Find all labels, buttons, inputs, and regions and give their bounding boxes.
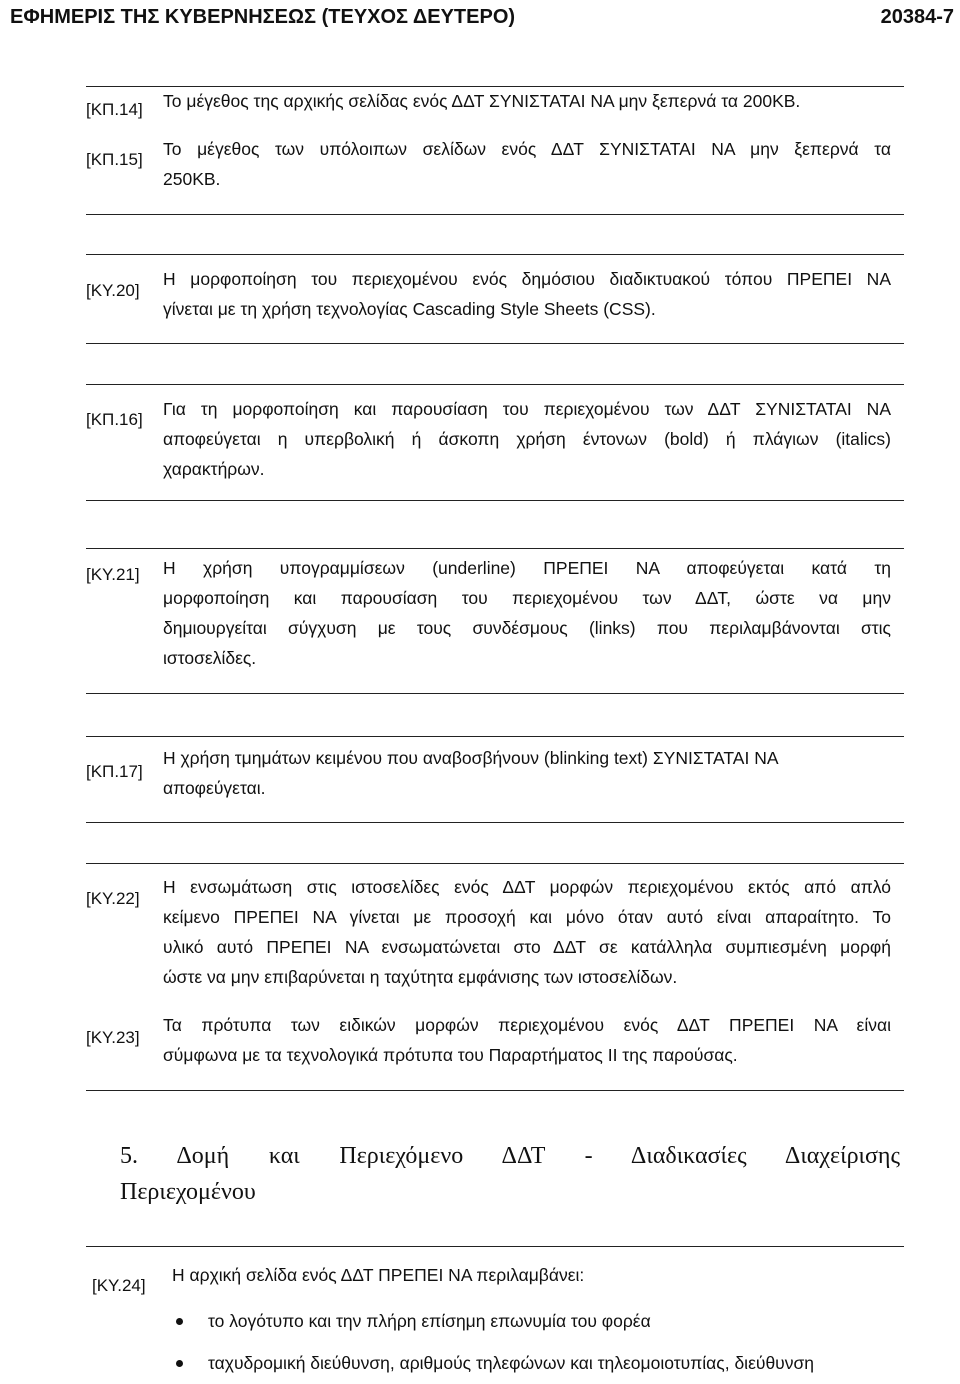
item-line: 250ΚΒ. xyxy=(163,169,221,189)
section-heading xyxy=(120,1138,900,1210)
item-text xyxy=(163,86,903,116)
item-line: ώστε να μην επιβαρύνεται η ταχύτητα εμφάνισης των ιστοσελίδων. xyxy=(163,967,678,987)
divider xyxy=(86,343,904,344)
divider xyxy=(86,384,904,385)
item-line: γίνεται με τη χρήση τεχνολογίας Cascading Style Sheets (CSS). xyxy=(163,299,656,319)
divider xyxy=(86,1246,904,1247)
item-line: Το μέγεθος της αρχικής σελίδας ενός ΔΔΤ ΣΥΝΙΣΤΑΤΑΙ ΝΑ μην ξεπερνά τα 200ΚΒ. xyxy=(163,91,801,111)
item-line: υλικό αυτό ΠΡΕΠΕΙ ΝΑ ενσωματώνεται στο ΔΔΤ σε κατάλληλα συμπιεσμένη μορφή xyxy=(163,937,891,957)
divider xyxy=(86,822,904,823)
bullet-text: το λογότυπο και την πλήρη επίσημη επωνυμία του φορέα xyxy=(208,1311,651,1331)
section-heading-line: 5. Δομή και Περιεχόμενο ΔΔΤ - Διαδικασίες Διαχείρισης xyxy=(120,1143,900,1169)
item-line: Τα πρότυπα των ειδικών μορφών περιεχομένου ενός ΔΔΤ ΠΡΕΠΕΙ ΝΑ είναι xyxy=(163,1015,891,1035)
item-text xyxy=(163,264,891,324)
item-ref: [ΚΥ.24] xyxy=(92,1276,146,1295)
bullet-icon xyxy=(176,1360,183,1367)
item-ref: [ΚΠ.14] xyxy=(86,100,143,119)
bullet-icon xyxy=(176,1318,183,1325)
item-line: σύμφωνα με τα τεχνολογικά πρότυπα του Παραρτήματος ΙΙ της παρούσας. xyxy=(163,1045,738,1065)
page-number: 20384-7 xyxy=(880,6,954,28)
page-header xyxy=(0,6,960,38)
item-line: χαρακτήρων. xyxy=(163,459,265,479)
divider xyxy=(86,548,904,549)
item-line: ιστοσελίδες. xyxy=(163,648,257,668)
item-line: Η χρήση υπογραμμίσεων (underline) ΠΡΕΠΕΙ ΝΑ αποφεύγεται κατά τη xyxy=(163,558,891,578)
bullet-item xyxy=(208,1311,651,1332)
divider xyxy=(86,736,904,737)
item-text xyxy=(163,134,891,194)
item-line: αποφεύγεται. xyxy=(163,778,266,798)
item-ref: [ΚΥ.22] xyxy=(86,889,140,908)
item-line: κείμενο ΠΡΕΠΕΙ ΝΑ γίνεται με προσοχή και μόνο όταν αυτό είναι απαραίτητο. Το xyxy=(163,907,891,927)
divider xyxy=(86,254,904,255)
bullet-item xyxy=(208,1353,814,1374)
item-ref: [ΚΠ.15] xyxy=(86,150,143,169)
item-line: Η χρήση τμημάτων κειμένου που αναβοσβήνουν (blinking text) ΣΥΝΙΣΤΑΤΑΙ ΝΑ xyxy=(163,748,779,768)
item-text xyxy=(172,1260,892,1290)
divider xyxy=(86,500,904,501)
item-line: μορφοποίηση και παρουσίαση του περιεχομένου των ΔΔΤ, ώστε να μην xyxy=(163,588,891,608)
divider xyxy=(86,693,904,694)
item-text xyxy=(163,394,891,484)
divider xyxy=(86,863,904,864)
item-line: αποφεύγεται η υπερβολική ή άσκοπη χρήση έντονων (bold) ή πλάγιων (italics) xyxy=(163,429,891,449)
item-ref: [ΚΥ.20] xyxy=(86,281,140,300)
item-line: δημιουργείται σύγχυση με τους συνδέσμους (links) που περιλαμβάνονται στις xyxy=(163,618,891,638)
item-line: Το μέγεθος των υπόλοιπων σελίδων ενός ΔΔΤ ΣΥΝΙΣΤΑΤΑΙ ΝΑ μην ξεπερνά τα xyxy=(163,139,891,159)
section-heading-line: Περιεχομένου xyxy=(120,1179,256,1205)
item-ref: [ΚΥ.21] xyxy=(86,565,140,584)
item-text xyxy=(163,872,891,992)
bullet-text: ταχυδρομική διεύθυνση, αριθμούς τηλεφώνων και τηλεομοιοτυπίας, διεύθυνση xyxy=(208,1353,815,1373)
gazette-title: ΕΦΗΜΕΡΙΣ ΤΗΣ ΚΥΒΕΡΝΗΣΕΩΣ (ΤΕΥΧΟΣ ΔΕΥΤΕΡΟ) xyxy=(10,6,516,28)
divider xyxy=(86,1090,904,1091)
item-line: Η ενσωμάτωση στις ιστοσελίδες ενός ΔΔΤ μορφών περιεχομένου εκτός από απλό xyxy=(163,877,891,897)
item-text xyxy=(163,743,891,803)
item-text xyxy=(163,553,891,673)
item-ref: [ΚΠ.16] xyxy=(86,410,143,429)
item-ref: [ΚΠ.17] xyxy=(86,762,143,781)
item-text xyxy=(163,1010,891,1070)
item-line: Για τη μορφοποίηση και παρουσίαση του περιεχομένου των ΔΔΤ ΣΥΝΙΣΤΑΤΑΙ ΝΑ xyxy=(163,399,891,419)
divider xyxy=(86,214,904,215)
item-ref: [ΚΥ.23] xyxy=(86,1028,140,1047)
item-line: Η αρχική σελίδα ενός ΔΔΤ ΠΡΕΠΕΙ ΝΑ περιλαμβάνει: xyxy=(172,1265,585,1285)
item-line: Η μορφοποίηση του περιεχομένου ενός δημόσιου διαδικτυακού τόπου ΠΡΕΠΕΙ ΝΑ xyxy=(163,269,891,289)
